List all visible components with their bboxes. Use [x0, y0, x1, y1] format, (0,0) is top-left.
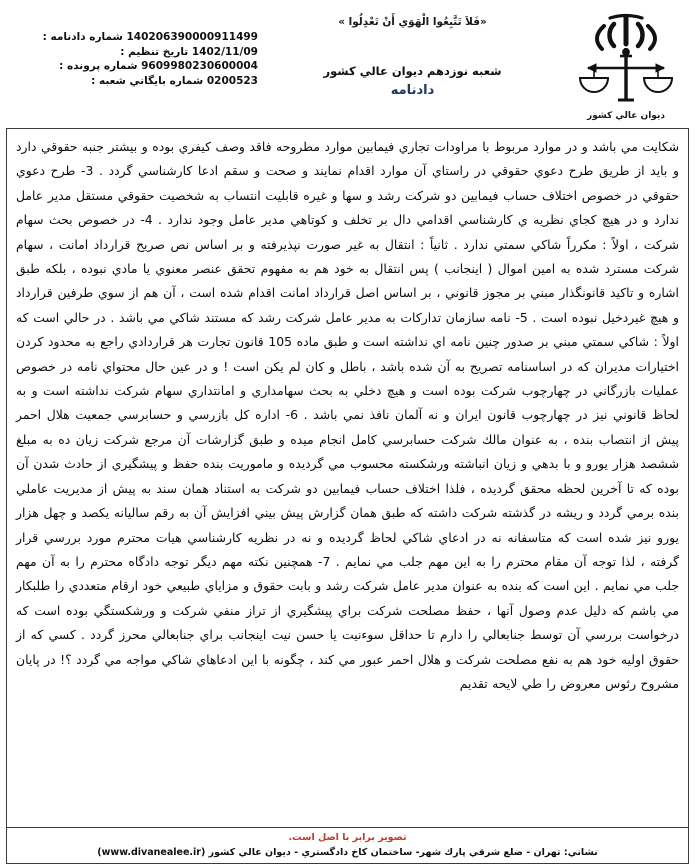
metadata-label: تاريخ تنظيم : — [120, 45, 189, 58]
metadata-label: شماره بايگاني شعبه : — [91, 74, 204, 87]
footer-address — [11, 846, 684, 859]
metadata-value: 1402/11/09 — [191, 45, 258, 58]
certification-note: تصوير برابر با اصل است. — [288, 832, 407, 843]
metadata-value: 0200523 — [206, 74, 258, 87]
metadata-label: شماره پرونده : — [59, 60, 138, 72]
document-metadata — [10, 8, 258, 88]
header-center-block — [258, 8, 567, 98]
document-body-text: شكايت مي باشد و در موارد مربوط با مراودات تجاري فيمابين موارد مطروحه فاقد وصف كيفري بوده و بيشتر جنبه حقوقي دارد و بايد از طريق طرح دعوي حقوقي در راستاي آن موارد اقدام نمايند و صحت و سقم ادعا كارشناسي گردد . 3- طرح دعوي حقوقي در خصوص اختلاف حساب فيمابين دو شركت رشد و سها و غيره قابليت انتساب به شخصيت حقوقي مستقل مدير عامل ندارد و در هيچ كجاي نظريه ي كارشناسي اقدامي دال بر تخلف و كوتاهي مدير عامل وجود ندارد . 4- در خصوص بحث سهام شركت ، اولاً : مكرراً شاكي سمتي ندارد . ثانياً : انتقال به غير صورت نپذيرفته و بر اساس نص صريح قرارداد امانت ، سهام شركت مسترد شده به امين اموال ( اينجانب ) پس انتقال به خود هم به مفهوم تحقق عنصر معنوي يا مادي نبوده ، بلكه طبق اشاره و تاكيد قانونگذار مبني بر مجوز قانوني ، بر اساس اصل قرارداد امانت اقدام شده است ، آن هم از سوي طرفين قرارداد و هيچ غيردخيل نبوده است . 5- نامه سازمان تداركات به مدير عامل شركت رشد كه مستند شاكي مي باشد . در حالي است كه اولاً : شاكي سمتي مبني بر صدور چنين نامه اي نداشته است و طبق ماده 105 قانون تجارت هر قراردادي راجع به محدود كردن اختيارات مديران كه در اساسنامه تصريح به آن شده باشد ، باطل و كان لم يكن است ! و در عين حال محتواي نامه در خصوص عمليات بازرگاني در چهارچوب شركت بوده است و هيچ دخلي به بحث سهامداري و امانتداري سهام شركت نداشته است و به لحاظ قانوني نيز در چهارچوب قانون ايران و نه آلمان نافذ نمي باشد . 6- اداره كل بازرسي و حسابرسي جمعيت هلال احمر پيش از انتصاب بنده ، به عنوان مالك شركت حسابرسي كامل انجام ميده و طبق گزارشات آن مرجع شركت زيان ده به مبلغ ششصد هزار يورو و با بدهي و زيان انباشته ورشكسته محسوب مي گرديده و ماموريت بنده حفظ و پيشگيري از حادث شدن آن بوده كه تا آخرين لحظه محقق گرديده ، فلذا اختلاف حساب فيمابين دو شركت به استناد همان سند به پيش از مديريت عاملي بنده برمي گردد و ريشه در گذشته شركت داشته كه طبق همان گزارش پيش بيني افزايش آن به رقم ساليانه يكصد و چهل هزار يورو نيز شده است كه متاسفانه نه در ادعاي شاكي لحاظ گرديده و نه در نظريه كارشناسي هيات محترم مورد بررسي قرار گرفته ، لذا توجه آن مقام محترم را به اين مهم جلب مي نمايم . 7- همچنين نكته مهم ديگر توجه دادگاه محترم را به آن مهم جلب مي نمايم . اين است كه بنده به عنوان مدير عامل شركت رشد و بابت حقوق و مزاياي طبيعي خود ارقام متعددي را طلبكار مي باشم كه دليل عدم وصول آنها ، حفظ مصلحت شركت براي پيشگيري از تراز منفي شركت و ورشكستگي بوده است كه درخواست بررسي آن توسط جنابعالي را دارم تا حداقل سوءنيت يا حسن نيت اينجانب براي جنابعالي محرز گردد . كسي كه از حقوق اوليه خود هم به نفع مصلحت شركت و هلال احمر عبور مي كند ، چگونه با اين ادعاهاي شاكي مواجه مي گردد ؟! در پايان مشروح رئوس معروض را طي لايحه تقديم — [16, 139, 679, 691]
document-footer — [6, 828, 689, 864]
metadata-value: 9609980230600004 — [141, 60, 258, 72]
footer-address-text: نشاني: تهران - ضلع شرقي پارك شهر- ساختمان كاخ دادگستري - ديوان عالي كشور — [208, 847, 598, 858]
metadata-row — [10, 74, 258, 89]
quranic-verse: «فَلاَ تَتَّبِعُوا الْهَوَي أَنْ تَعْدِلُوا » — [338, 16, 487, 28]
court-website-url[interactable]: (www.divanealee.ir) — [97, 847, 206, 858]
emblem-caption: ديوان عالي كشور — [587, 111, 665, 121]
document-body-box — [6, 128, 689, 828]
metadata-value: 140206390000911499 — [126, 31, 258, 43]
metadata-row — [10, 30, 258, 45]
iran-emblem-scales-of-justice-icon — [574, 12, 678, 110]
metadata-label: شماره دادنامه : — [42, 31, 123, 43]
court-emblem-block — [567, 8, 685, 121]
document-header — [6, 4, 689, 128]
metadata-row — [10, 59, 258, 74]
page-title: دادنامه — [390, 83, 435, 98]
court-branch-name: شعبه نوزدهم ديوان عالي كشور — [323, 64, 502, 78]
metadata-row — [10, 45, 258, 60]
